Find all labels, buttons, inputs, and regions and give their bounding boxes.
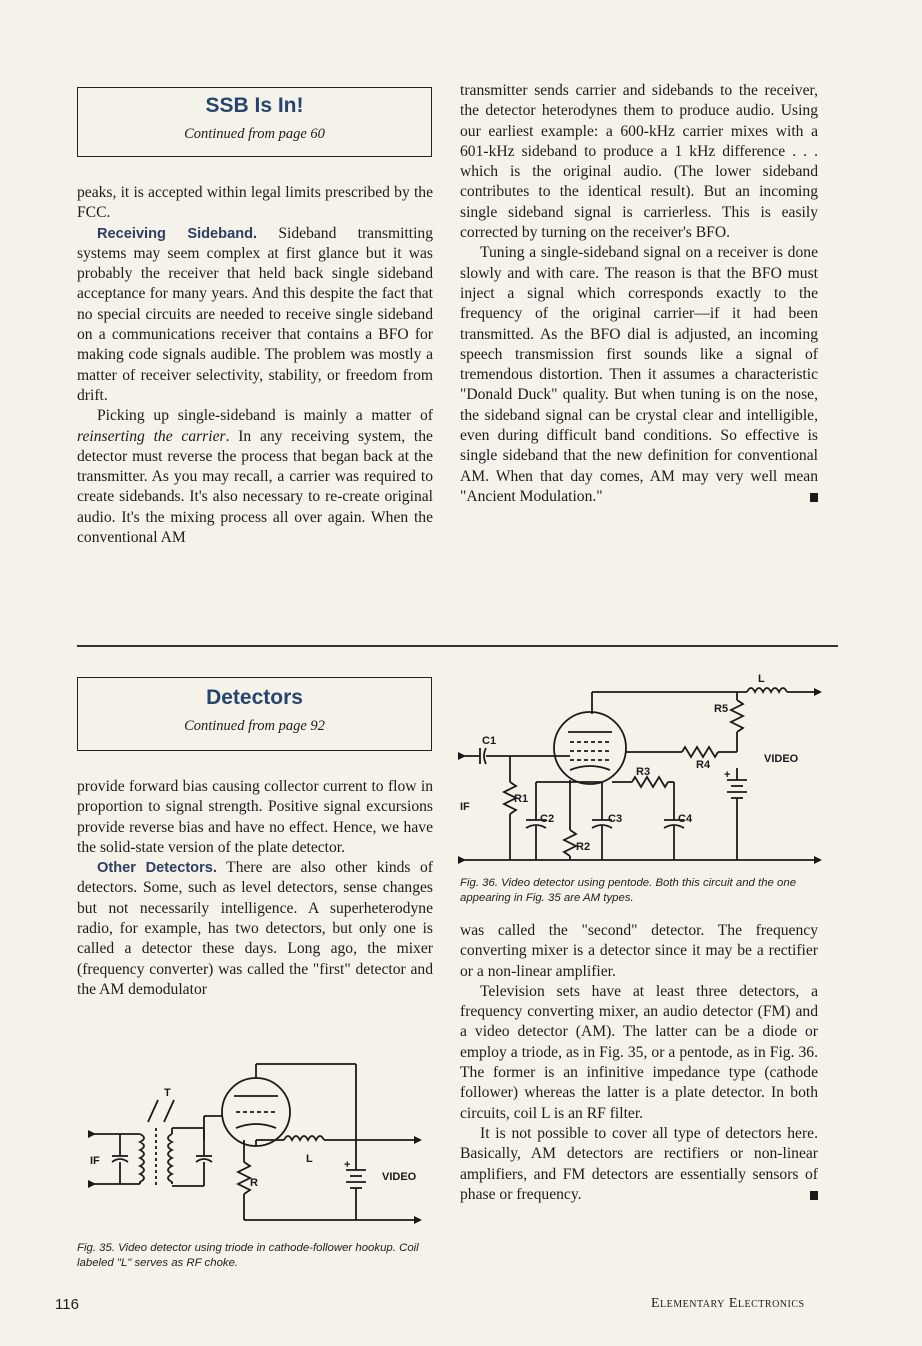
ssb-left-p3-b: . In any receiving system, the detector must reverse the process that began back at the transmitter. As you may recall, a carrier was required to create sidebands. It's also necessary to re-create original audio. It's the mixing process all over again. When the conventional AM: [77, 427, 433, 547]
ssb-left-p3-a: Picking up single-sideband is mainly a matter of: [97, 407, 433, 425]
ssb-left-column: [77, 183, 433, 548]
ssb-left-p1: peaks, it is accepted within legal limits prescribed by the FCC.: [77, 184, 433, 222]
detectors-right-column: [460, 921, 818, 1205]
detectors-heading-box: [77, 677, 432, 751]
fig36-label-c4: C4: [678, 813, 693, 825]
ssb-runin-receiving: Receiving Sideband.: [97, 225, 258, 242]
detectors-left-column: [77, 777, 433, 1000]
detectors-right-p1: was called the "second" detector. The frequency converting mixer is a detector since it may be a rectifier or a non-linear amplifier.: [460, 922, 818, 980]
detectors-title: Detectors: [206, 686, 303, 709]
detectors-right-p3: [460, 1124, 818, 1205]
fig36-label-c2: C2: [540, 813, 555, 825]
detectors-left-p2-text: There are also other kinds of detectors. Some, such as level detectors, sense changes but not necessarily intelligence. A superheterodyne radio, for example, has two detectors, but only one is called a detector these days. Long ago, the mixer (frequency converter) was called the "first" detector and the AM demodulator: [77, 859, 433, 998]
fig35-label-t: T: [164, 1087, 171, 1099]
fig35-label-plus: +: [344, 1159, 351, 1171]
fig36-label-c1: C1: [482, 735, 497, 747]
ssb-right-p2-text: Tuning a single-sideband signal on a receiver is done slowly and with care. The reason is that the BFO must inject a signal which corresponds exactly to the frequency of the original carrier—if it had been transmitted. As the BFO dial is adjusted, an incoming speech transmission first sounds like a signal of tremendous distortion. Then it assumes a characteristic "Donald Duck" quality. But when tuning is on the nose, the sideband signal can be crystal clear and intelligible, even during difficult band conditions. So effective is single sideband that the new definition for conventional AM. When that day comes, AM may very well mean "Ancient Modulation.": [460, 244, 818, 505]
fig36-schematic: [452, 672, 832, 872]
ssb-right-p1: transmitter sends carrier and sidebands to the receiver, the detector heterodynes them to produce audio. Using our earliest example: a 600-kHz carrier mixes with a 601-kHz sideband to produce a 1 kHz difference . . . which is the original audio. (The lower sideband contributes to the identical result). But an incoming single sideband signal is carrierless. This is easily corrected by turning on the receiver's BFO.: [460, 82, 818, 242]
fig36-label-if: IF: [460, 801, 470, 813]
fig35-label-r: R: [250, 1177, 258, 1189]
ssb-left-p2-text: Sideband transmitting systems may seem complex at first glance but it was probably the receiver that held back single sideband acceptance for many years. And this despite the fact that no special circuits are needed to receive single sideband on a communications receiver that contains a BFO for making code signals audible. The problem was mostly a matter of receiver selectivity, stability, or freedom from drift.: [77, 224, 433, 404]
detectors-continued: Continued from page 92: [184, 718, 325, 734]
fig36-label-l: L: [758, 673, 765, 685]
ssb-left-p3: [77, 406, 433, 548]
end-mark-icon: [810, 1191, 818, 1200]
ssb-left-p3-em: reinserting the carrier: [77, 427, 226, 445]
fig36-label-r4: R4: [696, 759, 711, 771]
magazine-name: Elementary Electronics: [651, 1296, 805, 1311]
ssb-title: SSB Is In!: [205, 94, 304, 117]
fig36-label-plus: +: [724, 769, 731, 781]
detectors-right-p2: Television sets have at least three detectors, a frequency converting mixer, an audio detector (FM) and a video detector (AM). The latter can be a diode or employ a triode, as in Fig. 35, or a pentode, as in Fig. 36. The former is an infinitive impedance type (cathode follower) whereas the latter is a plate detector. In both circuits, coil L is an RF filter.: [460, 982, 818, 1122]
fig35-label-l: L: [306, 1153, 313, 1165]
fig35-schematic: [84, 1062, 429, 1232]
detectors-right-p3-text: It is not possible to cover all type of detectors here. Basically, AM detectors are rectifiers or non-linear amplifiers, and FM detectors are essentially sensors of phase or frequency.: [460, 1124, 818, 1203]
fig36-caption: Fig. 36. Video detector using pentode. Both this circuit and the one appearing in Fig. 35 are AM types.: [460, 877, 797, 904]
ssb-right-column: [460, 81, 818, 507]
ssb-right-p2: [460, 243, 818, 507]
fig35-label-video: VIDEO: [382, 1171, 417, 1183]
fig36-label-r5: R5: [714, 703, 729, 715]
detectors-runin-other: Other Detectors.: [97, 860, 217, 877]
ssb-continued: Continued from page 60: [184, 126, 325, 142]
fig36-label-c3: C3: [608, 813, 623, 825]
fig36-label-r1: R1: [514, 793, 529, 805]
page-number: 116: [55, 1296, 79, 1313]
detectors-left-p2: [77, 858, 433, 1000]
fig36-label-r2: R2: [576, 841, 591, 853]
fig36-label-r3: R3: [636, 766, 651, 778]
detectors-left-p1: provide forward bias causing collector current to flow in proportion to signal strength. Positive signal excursions provide reverse bias and have no effect. Hence, we have the solid-state version of the plate detector.: [77, 778, 433, 856]
fig35-caption: Fig. 35. Video detector using triode in cathode-follower hookup. Coil labeled "L" serves as RF choke.: [77, 1242, 419, 1269]
section-divider: [77, 645, 838, 647]
ssb-heading-box: [77, 87, 432, 157]
fig36-label-video: VIDEO: [764, 753, 799, 765]
ssb-left-p2: [77, 224, 433, 407]
end-mark-icon: [810, 493, 818, 502]
fig35-label-if: IF: [90, 1155, 100, 1167]
